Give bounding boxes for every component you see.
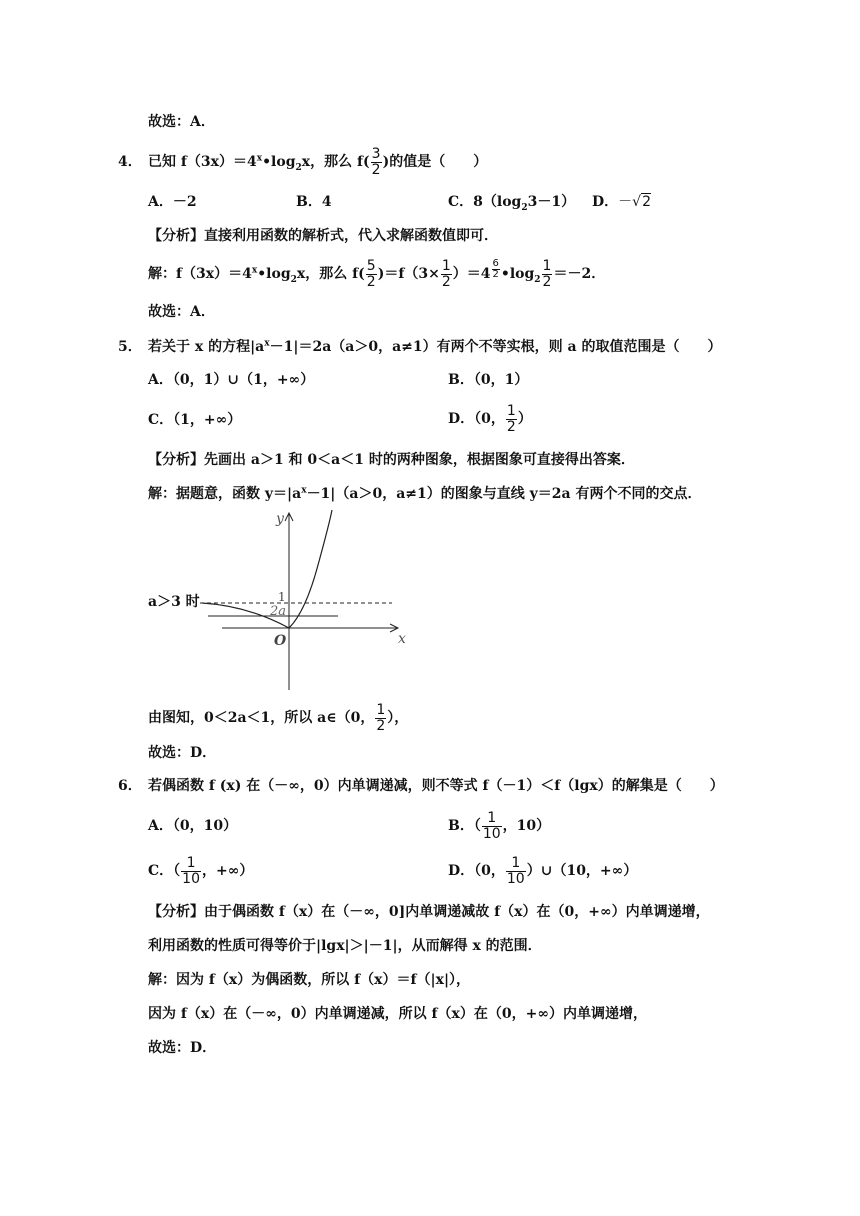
q5-option-c: C．（1，+∞）: [148, 412, 242, 428]
function-graph-figure: [140, 505, 420, 695]
q5-option-b: B．（0，1）: [448, 372, 529, 388]
question-number-4: 4．: [118, 154, 142, 170]
q4-option-d: D．－√2: [592, 194, 651, 210]
question-5-stem: 若关于 x 的方程$|a^x-1|=2a(a>0$，a≠1）有两个不等实根，则 a 的取值范围是（ ）: [148, 338, 722, 355]
sqrt-expression: －√2: [618, 194, 651, 210]
q6-option-a: A．（0，10）: [148, 818, 238, 834]
fraction: $\frac{1}{2}$: [542, 257, 552, 290]
fraction: $\frac{1}{10}$: [506, 854, 525, 887]
answer-line-q4: 故选：A．: [148, 304, 215, 320]
q6-solution-line-2: 因为 f（x）在（－∞，0）内单调递减，所以 f（x）在（0，+∞）内单调递增，: [148, 1006, 648, 1022]
q6-analysis-line-2: 利用函数的性质可得等价于|lgx|＞|－1|，从而解得 x 的范围．: [148, 938, 542, 954]
fraction: $\frac{1}{2}$: [506, 402, 516, 435]
q4-option-b: B．4: [296, 194, 332, 210]
answer-line-q6: 故选：D．: [148, 1040, 217, 1056]
question-number-6: 6．: [118, 778, 142, 794]
fraction: $\frac{5}{2}$: [366, 257, 376, 290]
fraction: $\frac{1}{2}$: [441, 257, 451, 290]
answer-line-q3: 故选：A．: [148, 114, 215, 130]
q5-option-a: A．（0，1）∪（1，+∞）: [148, 372, 315, 388]
tick-label-1: 1: [278, 590, 286, 604]
q4-solution: 解：$f(3x)=4^x•\log_2x$，那么 f( $\frac{5}{2}$ )＝f（3× $\frac{1}{2}$ ）＝4 $^{\frac{6}{2}}$ $•\log_2$ $\frac{1}{2}$ ＝－2．: [148, 257, 606, 290]
fraction-exponent: 6 2: [492, 258, 499, 281]
curve-abs-ax-minus-1: [202, 510, 332, 628]
question-number-5: 5．: [118, 339, 142, 355]
y-axis-label: y: [276, 511, 284, 527]
q4-analysis: 【分析】直接利用函数的解析式，代入求解函数值即可．: [148, 228, 498, 244]
q5-conclusion: 由图知，0＜2a＜1，所以 a∈（0， $\frac{1}{2}$ ），: [148, 701, 409, 734]
q5-option-d: D．（0， $\frac{1}{2}$ ）: [448, 402, 532, 435]
fraction: $\frac{1}{2}$: [376, 701, 386, 734]
q4-option-c: C．$8(\log_23-1)$: [448, 194, 576, 213]
q6-option-b: B．（ $\frac{1}{10}$ ，10）: [448, 809, 551, 842]
q6-solution-line-1: 解：因为 f（x）为偶函数，所以 f（x）＝f（|x|），: [148, 972, 471, 988]
fraction: $\frac{1}{10}$: [482, 809, 501, 842]
fraction: $\frac{1}{10}$: [182, 854, 200, 887]
fraction: $\frac{3}{2}$: [371, 145, 381, 178]
answer-line-q5: 故选：D．: [148, 745, 217, 761]
q4-option-a: A．－2: [148, 194, 197, 210]
case-label: a＞3 时: [148, 594, 200, 610]
question-4-stem: 已知 $f(3x)=4^x•\log_2x$，那么 f( $\frac{3}{2}$ )的值是（ ）: [148, 145, 488, 178]
q6-option-d: D．（0， $\frac{1}{10}$ ）∪（10，+∞）: [448, 854, 638, 887]
q6-option-c: C．（ $\frac{1}{10}$ ，+∞）: [148, 854, 254, 887]
question-6-stem: 若偶函数 f (x) 在（－∞，0）内单调递减，则不等式 f（－1）＜f（lgx）的解集是（ ）: [148, 778, 724, 794]
q5-solution: 解：据题意，函数 $y=|a^x-1|(a>0$，a≠1）的图象与直线 y＝2a 有两个不同的交点．: [148, 485, 702, 502]
x-axis-label: x: [398, 631, 406, 647]
q6-analysis-line-1: 【分析】由于偶函数 f（x）在（－∞，0]内单调递减故 f（x）在（0，+∞）内单调递增，: [148, 904, 710, 920]
q5-analysis: 【分析】先画出 a＞1 和 0＜a＜1 时的两种图象，根据图象可直接得出答案．: [148, 452, 635, 468]
origin-label: O: [274, 633, 287, 649]
tick-label-2a: 2a: [270, 604, 287, 619]
